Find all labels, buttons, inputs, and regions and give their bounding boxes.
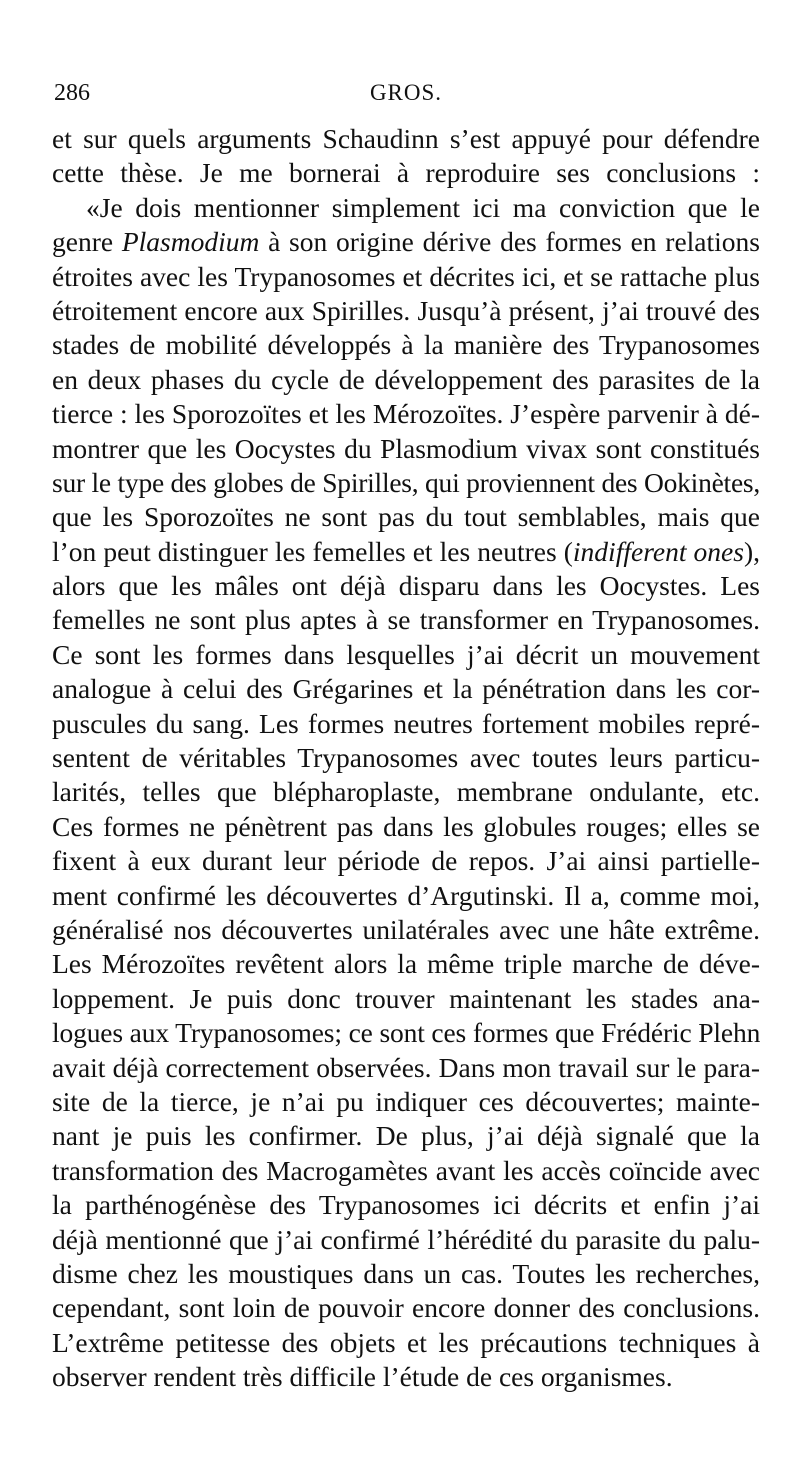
text-run: l’on peut distinguer les femelles et les neutres (	[52, 535, 573, 567]
text-line: logues aux Trypanosomes; ce sont ces formes que Frédéric Plehn	[52, 1017, 761, 1049]
text-line: L’extrême petitesse des objets et les précautions techniques à	[52, 1326, 760, 1358]
text-line: la parthénogénèse des Trypanosomes ici décrits et enfin j’ai	[52, 1189, 760, 1221]
text-line: Ces formes ne pénètrent pas dans les globules rouges; elles se	[52, 810, 760, 842]
text-line: observer rendent très difficile l’étude de ces organismes.	[52, 1361, 673, 1393]
text-line: larités, telles que blépharoplaste, membrane ondulante, etc.	[52, 776, 760, 808]
text-run: genre	[52, 226, 122, 258]
text-line: et sur quels arguments Schaudinn s’est appuyé pour défendre	[52, 123, 760, 154]
text-line: puscules du sang. Les formes neutres fortement mobiles repré-	[52, 707, 760, 739]
text-line: cette thèse. Je me bornerai à reproduire ses conclusions :	[52, 157, 760, 189]
text-line: transformation des Macrogamètes avant les accès coïncide avec	[52, 1154, 760, 1186]
text-line: site de la tierce, je n’ai pu indiquer ces découvertes; mainte-	[52, 1085, 760, 1117]
text-line: disme chez les moustiques dans un cas. Toutes les recherches,	[52, 1257, 760, 1289]
text-line: nant je puis les confirmer. De plus, j’ai déjà signalé que la	[52, 1120, 760, 1152]
italic-term-indifferent-ones: indifferent ones	[572, 535, 744, 567]
text-line	[52, 535, 760, 569]
text-line: que les Sporozoïtes ne sont pas du tout semblables, mais que	[52, 501, 760, 533]
text-line: loppement. Je puis donc trouver maintenant les stades ana-	[52, 982, 760, 1014]
text-line: Ce sont les formes dans lesquelles j’ai décrit un mouvement	[52, 638, 760, 670]
text-line: sur le type des globes de Spirilles, qui proviennent des Ookinètes,	[52, 466, 761, 498]
running-title: GROS.	[369, 80, 443, 105]
text-run: à son origine dérive des formes en relations	[259, 226, 760, 258]
text-line: «Je dois mentionner simplement ici ma conviction que le	[86, 191, 760, 223]
text-line: alors que les mâles ont déjà disparu dans les Oocystes. Les	[52, 570, 760, 602]
text-line: Les Mérozoïtes revêtent alors la même triple marche de déve-	[52, 948, 760, 980]
text-line: étroites avec les Trypanosomes et décrites ici, et se rattache plus	[52, 260, 760, 292]
text-line	[52, 225, 760, 259]
text-line: fixent à eux durant leur période de repos. J’ai ainsi partielle-	[52, 845, 760, 877]
text-line: tierce : les Sporozoïtes et les Mérozoïtes. J’espère parvenir à dé-	[52, 398, 760, 430]
text-line: femelles ne sont plus aptes à se transformer en Trypanosomes.	[52, 604, 760, 636]
text-line: ment confirmé les découvertes d’Argutinski. Il a, comme moi,	[52, 879, 760, 911]
italic-term-plasmodium: Plasmodium	[121, 226, 260, 258]
running-head	[52, 76, 760, 110]
text-line: cependant, sont loin de pouvoir encore donner des conclusions.	[52, 1292, 760, 1324]
text-line: déjà mentionné que j’ai confirmé l’hérédité du parasite du palu-	[52, 1223, 760, 1255]
text-line: montrer que les Oocystes du Plasmodium vivax sont constitués	[52, 432, 760, 464]
text-line: avait déjà correctement observées. Dans mon travail sur le para-	[52, 1051, 760, 1083]
text-run: ),	[743, 535, 760, 567]
text-line: en deux phases du cycle de développement des parasites de la	[52, 363, 760, 395]
text-line: analogue à celui des Grégarines et la pénétration dans les cor-	[52, 673, 760, 705]
text-line: généralisé nos découvertes unilatérales avec une hâte extrême.	[52, 913, 760, 945]
text-line: stades de mobilité développés à la manière des Trypanosomes	[52, 329, 760, 361]
page-number: 286	[54, 80, 90, 106]
text-line: étroitement encore aux Spirilles. Jusqu’à présent, j’ai trouvé des	[52, 294, 760, 326]
body-text	[52, 122, 760, 1394]
text-line: sentent de véritables Trypanosomes avec toutes leurs particu-	[52, 742, 760, 774]
